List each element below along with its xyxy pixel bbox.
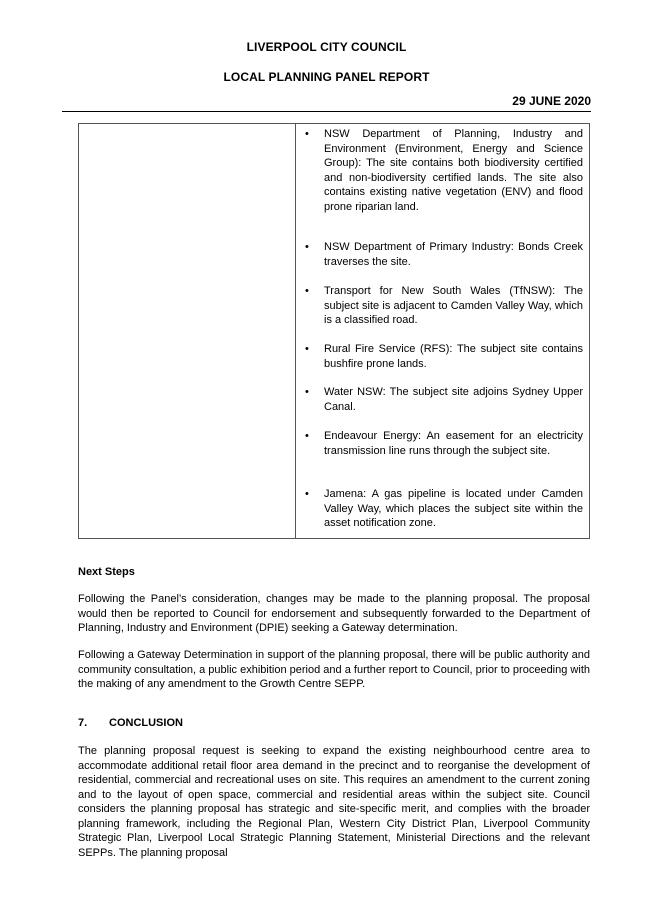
list-item-text: NSW Department of Planning, Industry and Environment (Environment, Energy and Science Group): The site contains both biodiversity certified and non-biodiversity certified lands. The site also contains existing native vegetation (ENV) and flood prone riparian land. <box>324 128 583 213</box>
bullet-icon: • <box>305 285 309 297</box>
list-item-text: Transport for New South Wales (TfNSW): The subject site is adjacent to Camden Valley Way, which is a classified road. <box>324 285 583 326</box>
list-item-text: Rural Fire Service (RFS): The subject site contains bushfire prone lands. <box>324 343 583 370</box>
next-steps-paragraph: Following the Panel’s consideration, changes may be made to the planning proposal. The proposal would then be reported to Council for endorsement and subsequently forwarded to the Department of Planning, Industry and Environment (DPIE) seeking a Gateway determination. <box>78 593 590 634</box>
list-item <box>305 342 583 371</box>
bullet-icon: • <box>305 386 309 398</box>
bullet-icon: • <box>305 241 309 253</box>
report-date: 29 JUNE 2020 <box>512 94 591 108</box>
list-item <box>305 429 583 458</box>
next-steps-paragraph: Following a Gateway Determination in support of the planning proposal, there will be public authority and community consultation, a public exhibition period and a further report to Council, prior to proceeding with the making of any amendment to the Growth Centre SEPP. <box>78 649 590 690</box>
header-rule <box>62 111 591 112</box>
next-steps-heading: Next Steps <box>78 566 135 578</box>
bullet-icon: • <box>305 343 309 355</box>
bullet-icon: • <box>305 488 309 500</box>
conclusion-heading <box>78 716 590 731</box>
list-item-text: Jamena: A gas pipeline is located under Camden Valley Way, which places the subject site within the asset notification zone. <box>324 488 583 529</box>
list-item-text: NSW Department of Primary Industry: Bonds Creek traverses the site. <box>324 241 583 268</box>
list-item <box>305 127 583 214</box>
list-item <box>305 487 583 531</box>
list-item <box>305 240 583 269</box>
report-title: LOCAL PLANNING PANEL REPORT <box>223 70 430 84</box>
table-column-divider <box>295 124 296 538</box>
list-item <box>305 385 583 414</box>
section-title: CONCLUSION <box>109 717 183 729</box>
agency-table <box>78 123 590 539</box>
section-number: 7. <box>78 717 88 729</box>
conclusion-paragraph: The planning proposal request is seeking to expand the existing neighbourhood centre area to accommodate additional retail floor area demand in the precinct and to reorganise the development of residential, commercial and recreational uses on site. This requires an amendment to the current zoning and to the layout of open space, commercial and residential areas within the subject site. Council considers the planning proposal has strategic and site-specific merit, and complies with the broader planning framework, including the Regional Plan, Western City District Plan, Liverpool Community Strategic Plan, Liverpool Local Strategic Planning Statement, Ministerial Directions and the relevant SEPPs. The planning proposal <box>78 745 590 859</box>
list-item-text: Water NSW: The subject site adjoins Sydney Upper Canal. <box>324 386 583 413</box>
bullet-icon: • <box>305 430 309 442</box>
bullet-icon: • <box>305 128 309 140</box>
list-item-text: Endeavour Energy: An easement for an electricity transmission line runs through the subject site. <box>324 430 583 457</box>
list-item <box>305 284 583 328</box>
council-name: LIVERPOOL CITY COUNCIL <box>246 40 407 54</box>
